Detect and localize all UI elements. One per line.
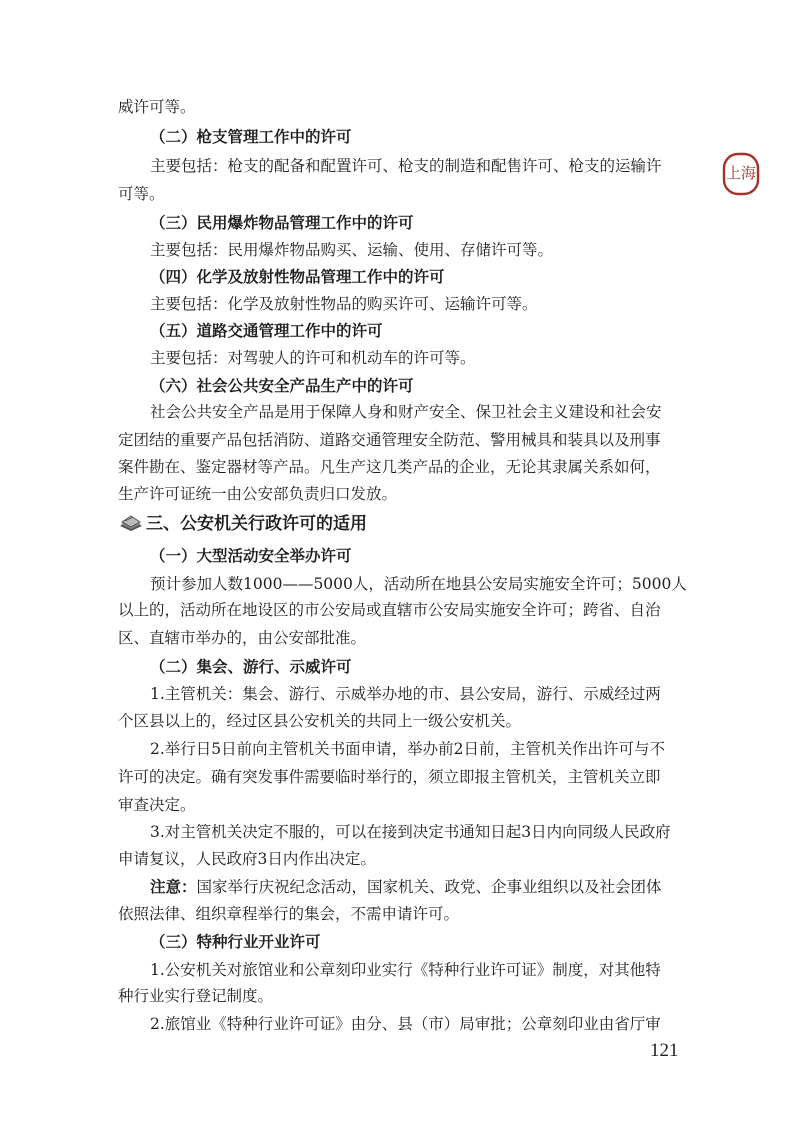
text-line: 主要包括：民用爆炸物品购买、运输、使用、存储许可等。 bbox=[150, 241, 554, 259]
note-label: 注意： bbox=[150, 878, 197, 896]
section-heading: （二）枪支管理工作中的许可 bbox=[150, 128, 352, 146]
text-line: 3.对主管机关决定不服的，可以在接到决定书通知日起3日内向同级人民政府 bbox=[150, 823, 671, 841]
text-line: 审查决定。 bbox=[118, 796, 196, 814]
text-line: 区、直辖市举办的，由公安部批准。 bbox=[118, 629, 367, 647]
text-line: 可等。 bbox=[118, 185, 165, 203]
chapter-heading bbox=[118, 513, 367, 535]
text-line: 2.旅馆业《特种行业许可证》由分、县（市）局审批；公章刻印业由省厅审 bbox=[150, 1015, 661, 1033]
book-icon bbox=[118, 514, 144, 532]
section-heading: （二）集会、游行、示威许可 bbox=[150, 658, 352, 676]
section-heading: （六）社会公共安全产品生产中的许可 bbox=[150, 377, 414, 395]
text-line: 主要包括：枪支的配备和配置许可、枪支的制造和配售许可、枪支的运输许 bbox=[150, 157, 662, 175]
text-line: 种行业实行登记制度。 bbox=[118, 987, 274, 1005]
text-line: 以上的，活动所在地设区的市公安局或直辖市公安局实施安全许可；跨省、自治 bbox=[118, 601, 661, 619]
svg-text:上海: 上海 bbox=[725, 164, 757, 182]
text-line: 申请复议，人民政府3日内作出决定。 bbox=[118, 850, 376, 868]
text-line: 社会公共安全产品是用于保障人身和财产安全、保卫社会主义建设和社会安 bbox=[150, 403, 662, 421]
note-line bbox=[150, 877, 720, 897]
text-line: 主要包括：对驾驶人的许可和机动车的许可等。 bbox=[150, 349, 476, 367]
section-heading: （一）大型活动安全举办许可 bbox=[150, 547, 352, 565]
text-line: 2.举行日5日前向主管机关书面申请，举办前2日前，主管机关作出许可与不 bbox=[150, 740, 666, 758]
text-line: 依照法律、组织章程举行的集会，不需申请许可。 bbox=[118, 905, 460, 923]
text-line: 预计参加人数1000——5000人，活动所在地县公安局实施安全许可；5000人 bbox=[150, 575, 687, 593]
text-line: 许可的决定。确有突发事件需要临时举行的，须立即报主管机关，主管机关立即 bbox=[118, 768, 661, 786]
text-line: 个区县以上的，经过区县公安机关的共同上一级公安机关。 bbox=[118, 712, 522, 730]
text-line: 威许可等。 bbox=[118, 98, 196, 116]
text-line: 案件勘在、鉴定器材等产品。凡生产这几类产品的企业，无论其隶属关系如何， bbox=[118, 458, 661, 476]
section-heading: （五）道路交通管理工作中的许可 bbox=[150, 322, 383, 340]
seal-stamp-icon bbox=[722, 152, 760, 196]
text-line: 主要包括：化学及放射性物品的购买许可、运输许可等。 bbox=[150, 295, 538, 313]
text-line: 生产许可证统一由公安部负责归口发放。 bbox=[118, 485, 398, 503]
text-line: 1.主管机关：集会、游行、示威举办地的市、县公安局，游行、示威经过两 bbox=[150, 685, 661, 703]
note-text: 国家举行庆祝纪念活动，国家机关、政党、企事业组织以及社会团体 bbox=[196, 878, 662, 896]
section-heading: （四）化学及放射性物品管理工作中的许可 bbox=[150, 268, 445, 286]
text-line: 1.公安机关对旅馆业和公章刻印业实行《特种行业许可证》制度，对其他特 bbox=[150, 961, 661, 979]
text-line: 定团结的重要产品包括消防、道路交通管理安全防范、警用械具和装具以及刑事 bbox=[118, 431, 661, 449]
section-heading: （三）民用爆炸物品管理工作中的许可 bbox=[150, 214, 414, 232]
page-number: 121 bbox=[650, 1040, 679, 1061]
section-heading: （三）特种行业开业许可 bbox=[150, 933, 321, 951]
chapter-heading-text: 三、公安机关行政许可的适用 bbox=[146, 514, 367, 534]
